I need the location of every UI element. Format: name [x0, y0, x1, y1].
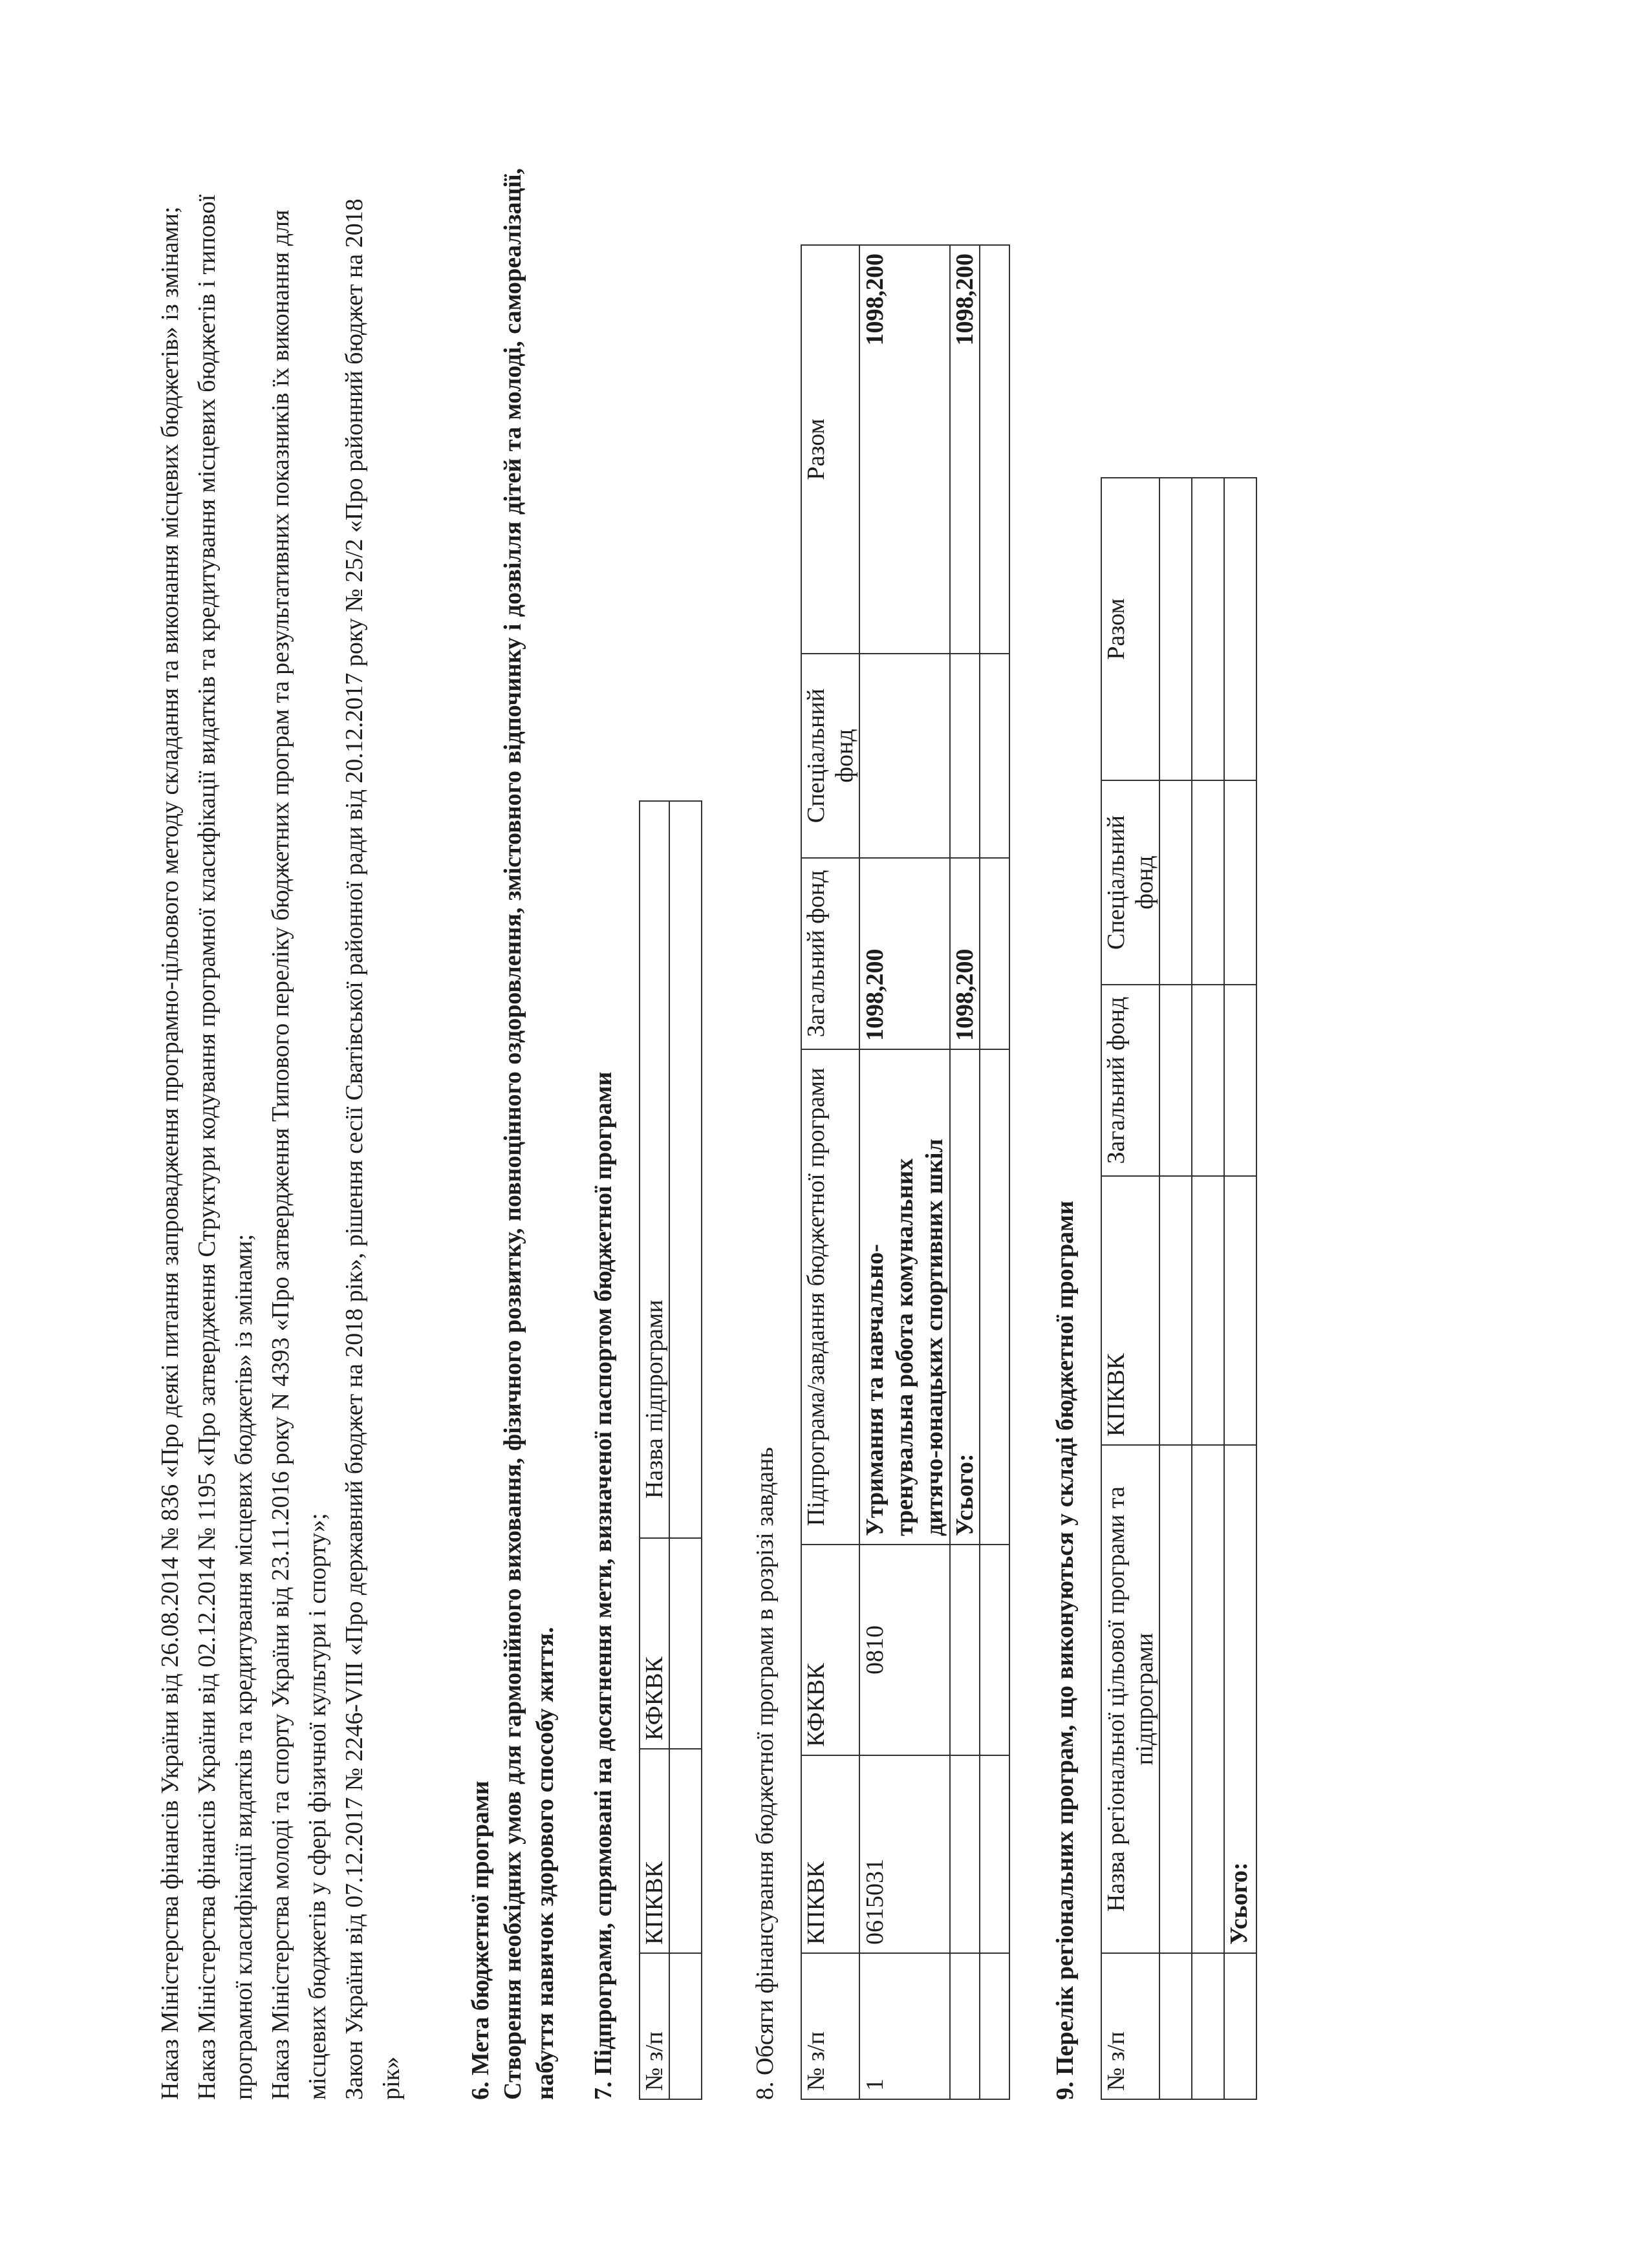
table-row: [1159, 478, 1192, 2099]
row-task: [859, 1049, 950, 1545]
subprograms-table: [639, 800, 702, 2100]
section6-aim-text: Створення необхідних умов для гармонійного виховання, фізичного розвитку, повноцінного оздоровлення, змістовного відпочинку і дозвілля дітей та молоді, самореалізації, набуття навичок здорового способу життя.: [499, 168, 559, 2100]
col-kpkvk-header: КПКВК: [801, 1755, 859, 1953]
col-number-header: № з/п: [801, 1953, 859, 2099]
col-total-header: Разом: [801, 245, 859, 654]
col-general-fund-header: Загальний фонд: [1101, 985, 1159, 1176]
col-number-header: № з/п: [1101, 1953, 1159, 2099]
row-task-line-1: Утримання та навчально-: [861, 1244, 889, 1536]
row-general-fund: 1098,200: [859, 858, 950, 1049]
col-general-fund-header: Загальний фонд: [801, 858, 859, 1049]
table-header-row: [801, 245, 859, 2099]
table-row: [669, 801, 702, 2099]
total-special-fund: [950, 654, 980, 858]
legal-basis-item-4: Закон України від 07.12.2017 № 2246-VIII «Про державний бюджет на 2018 рік», рішення сесії Сватівської районної ради від 20.12.2017 року № 25/2 «Про районний бюджет на 2018 рік»: [341, 198, 405, 2100]
regional-programs-table: [1101, 477, 1257, 2100]
row-number: 1: [859, 1953, 950, 2099]
col-subprogram-name-header: Назва підпрограми: [640, 801, 669, 1538]
table-total-row: [1224, 478, 1256, 2099]
row-kfkvk: 0810: [859, 1545, 950, 1755]
table-row: [1192, 478, 1224, 2099]
legal-basis-item-3: Наказ Міністерства молоді та спорту України від 23.11.2016 року N 4393 «Про затвердження Типового переліку бюджетних програм та результативних показників їх виконання для місцевих бюджетів у сфері фізичної культури і спорту»;: [267, 209, 331, 2100]
row-kpkvk: 0615031: [859, 1755, 950, 1953]
legal-basis-item-1: Наказ Міністерства фінансів України від 26.08.2014 № 836 «Про деякі питання запровадження програмно-цільового методу складання та виконання місцевих бюджетів» із змінами;: [156, 206, 184, 2100]
col-regional-program-header: Назва регіональної цільової програми та підпрограми: [1101, 1445, 1159, 1953]
col-kpkvk-header: КПКВК: [1101, 1176, 1159, 1445]
row-total: 1098,200: [859, 245, 950, 654]
total-general-fund: 1098,200: [950, 858, 980, 1049]
col-total-header: Разом: [1101, 478, 1159, 780]
col-number-header: № з/п: [640, 1953, 669, 2099]
table-row: [859, 245, 950, 2099]
row-special-fund: [859, 654, 950, 858]
legal-basis: [152, 168, 410, 2100]
total-label: Усього:: [1224, 1445, 1256, 1953]
legal-basis-item-2: Наказ Міністерства фінансів України від 02.12.2014 № 1195 «Про затвердження Структури кодування програмної класифікації видатків та кредитування місцевих бюджетів і типової програмної класифікації видатків та кредитування місцевих бюджетів» із змінами;: [193, 194, 257, 2100]
table-header-row: [1101, 478, 1159, 2099]
col-task-header: Підпрограма/завдання бюджетної програми: [801, 1049, 859, 1545]
row-task-line-2: тренувальна робота комунальних: [891, 1158, 918, 1536]
row-task-line-3: дитячо-юнацьких спортивних шкіл: [921, 1139, 948, 1536]
col-special-fund-header: Спеціальний фонд: [801, 654, 859, 858]
col-kpkvk-header: КПКВК: [640, 1749, 669, 1953]
total-label: Усього:: [950, 1049, 980, 1545]
table-header-row: [640, 801, 669, 2099]
section7-heading: 7. Підпрограми, спрямовані на досягнення мети, визначеної паспортом бюджетної програми: [590, 1071, 617, 2100]
section9-heading: 9. Перелік регіональних програм, що виконуються у складі бюджетної програми: [1051, 1201, 1079, 2100]
section8-heading: 8. Обсяги фінансування бюджетної програми в розрізі завдань: [751, 1447, 779, 2100]
financing-table: [801, 244, 1010, 2100]
col-kfkvk-header: КФКВК: [640, 1538, 669, 1749]
col-kfkvk-header: КФКВК: [801, 1545, 859, 1755]
total-sum: 1098,200: [950, 245, 980, 654]
col-special-fund-header: Спеціальний фонд: [1101, 780, 1159, 985]
table-total-row: [950, 245, 980, 2099]
section6-heading: 6. Мета бюджетної програми: [467, 1781, 494, 2100]
table-row: [980, 245, 1009, 2099]
